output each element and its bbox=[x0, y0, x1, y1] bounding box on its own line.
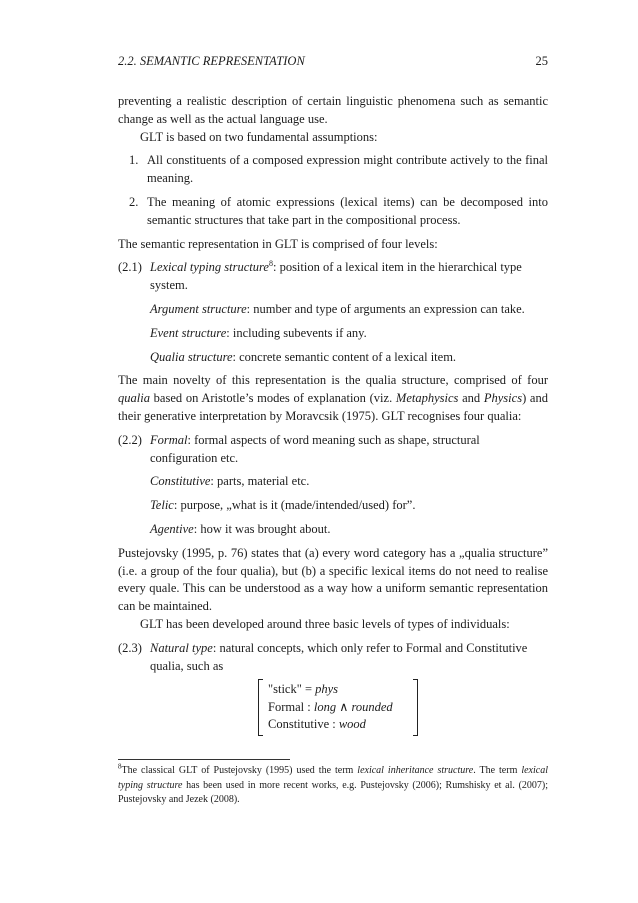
term: Qualia structure bbox=[150, 349, 233, 364]
footnote-number: 8 bbox=[118, 762, 122, 771]
term: lexical typing structure bbox=[118, 765, 548, 791]
term: qualia bbox=[118, 391, 150, 406]
definition: : position of a lexical item in the hierarchical type system. bbox=[150, 260, 522, 293]
avm-value: wood bbox=[338, 717, 366, 732]
list-marker: 1. bbox=[129, 153, 139, 168]
running-header bbox=[118, 54, 548, 69]
term: lexical inheritance structure bbox=[357, 765, 474, 776]
text-run: based on Aristotle’s modes of explanation (viz. bbox=[149, 391, 396, 406]
example-line bbox=[150, 521, 548, 539]
term: Event structure bbox=[150, 325, 227, 340]
text-run: has been used in more recent works, e.g. Pustejovsky (2006); Rumshisky et al. (2007); Pustejovsky and Jezek (2008). bbox=[118, 779, 549, 805]
definition: : concrete semantic content of a lexical item. bbox=[232, 349, 457, 364]
definition: : natural concepts, which only refer to Formal and Constitutive qualia, such as bbox=[150, 640, 528, 673]
paragraph-1: preventing a realistic description of certain linguistic phenomena such as semantic change as well as the actual language use. bbox=[118, 94, 548, 126]
list-marker: 2. bbox=[129, 194, 139, 209]
assumption-list bbox=[118, 152, 548, 229]
list-item-text: All constituents of a composed expression might contribute actively to the final meaning. bbox=[147, 153, 548, 186]
example-number: (2.1) bbox=[118, 260, 142, 275]
footnote-ref: 8 bbox=[268, 259, 273, 269]
list-item bbox=[118, 194, 548, 230]
example-line bbox=[150, 301, 548, 319]
definition: : formal aspects of word meaning such as shape, structural configuration etc. bbox=[150, 432, 480, 465]
paragraph-2: GLT is based on two fundamental assumptions: bbox=[140, 129, 378, 144]
definition: : number and type of arguments an expression can take. bbox=[246, 301, 525, 316]
example-line bbox=[150, 473, 548, 491]
paragraph-6: GLT has been developed around three basic levels of types of individuals: bbox=[140, 616, 510, 631]
example-line bbox=[150, 349, 548, 367]
paragraph-5: Pustejovsky (1995, p. 76) states that (a) every word category has a „qualia structure” (i.e. a group of the four qualia), but (b) a specific lexical items do not need to realise every quale. This can be understood as a way how a uniform semantic representation can be maintained. bbox=[118, 545, 548, 614]
term: Formal bbox=[150, 432, 188, 447]
avm-row bbox=[268, 716, 418, 734]
avm-row bbox=[268, 681, 418, 699]
term: Natural type bbox=[150, 640, 213, 655]
right-bracket bbox=[413, 679, 418, 736]
avm-label: Formal : bbox=[268, 699, 314, 714]
text-run: ) and their generative interpretation by Moravcsik (1975). GLT recognises four qualia: bbox=[118, 391, 548, 423]
avm-value: long bbox=[313, 699, 337, 714]
avm-row bbox=[268, 699, 418, 717]
avm-label: "stick" = bbox=[268, 682, 316, 697]
term: Lexical typing structure bbox=[150, 260, 269, 275]
example-2-3 bbox=[118, 640, 548, 676]
section-title: 2.2. SEMANTIC REPRESENTATION bbox=[118, 54, 305, 68]
definition: : parts, material etc. bbox=[210, 474, 310, 489]
text-run: and bbox=[458, 391, 484, 406]
text-run: The classical GLT of Pustejovsky (1995) used the term bbox=[121, 765, 358, 776]
page-number: 25 bbox=[535, 54, 548, 68]
avm-label: Constitutive : bbox=[268, 717, 339, 732]
main-text bbox=[118, 93, 548, 736]
avm-value: phys bbox=[315, 682, 339, 697]
example-line bbox=[150, 640, 548, 676]
term: Constitutive bbox=[150, 474, 211, 489]
example-line bbox=[150, 325, 548, 343]
term: Metaphysics bbox=[395, 391, 459, 406]
left-bracket bbox=[258, 679, 263, 736]
definition: : purpose, „what is it (made/intended/used) for”. bbox=[173, 498, 416, 513]
term: Agentive bbox=[150, 521, 194, 536]
example-line bbox=[150, 259, 548, 295]
list-item bbox=[118, 152, 548, 188]
text-run: The main novelty of this representation is the qualia structure, comprised of four bbox=[118, 373, 548, 388]
avm-value: rounded bbox=[351, 699, 393, 714]
text-run: . The term bbox=[473, 765, 522, 776]
definition: : how it was brought about. bbox=[193, 521, 331, 536]
term: Argument structure bbox=[150, 301, 247, 316]
footnote-rule bbox=[118, 759, 290, 760]
example-line bbox=[150, 432, 548, 468]
example-line bbox=[150, 497, 548, 515]
term: Telic bbox=[150, 498, 174, 513]
footnote bbox=[118, 764, 548, 808]
paragraph-4 bbox=[118, 372, 548, 425]
definition: : including subevents if any. bbox=[226, 325, 367, 340]
avm-operator: ∧ bbox=[336, 699, 352, 714]
paragraph-3: The semantic representation in GLT is comprised of four levels: bbox=[118, 236, 438, 251]
example-number: (2.2) bbox=[118, 432, 142, 447]
example-2-2 bbox=[118, 432, 548, 539]
example-number: (2.3) bbox=[118, 640, 142, 655]
list-item-text: The meaning of atomic expressions (lexical items) can be decomposed into semantic structures that take part in the compositional process. bbox=[147, 194, 548, 227]
attribute-value-matrix bbox=[258, 679, 418, 736]
example-2-1 bbox=[118, 259, 548, 366]
term: Physics bbox=[483, 391, 523, 406]
